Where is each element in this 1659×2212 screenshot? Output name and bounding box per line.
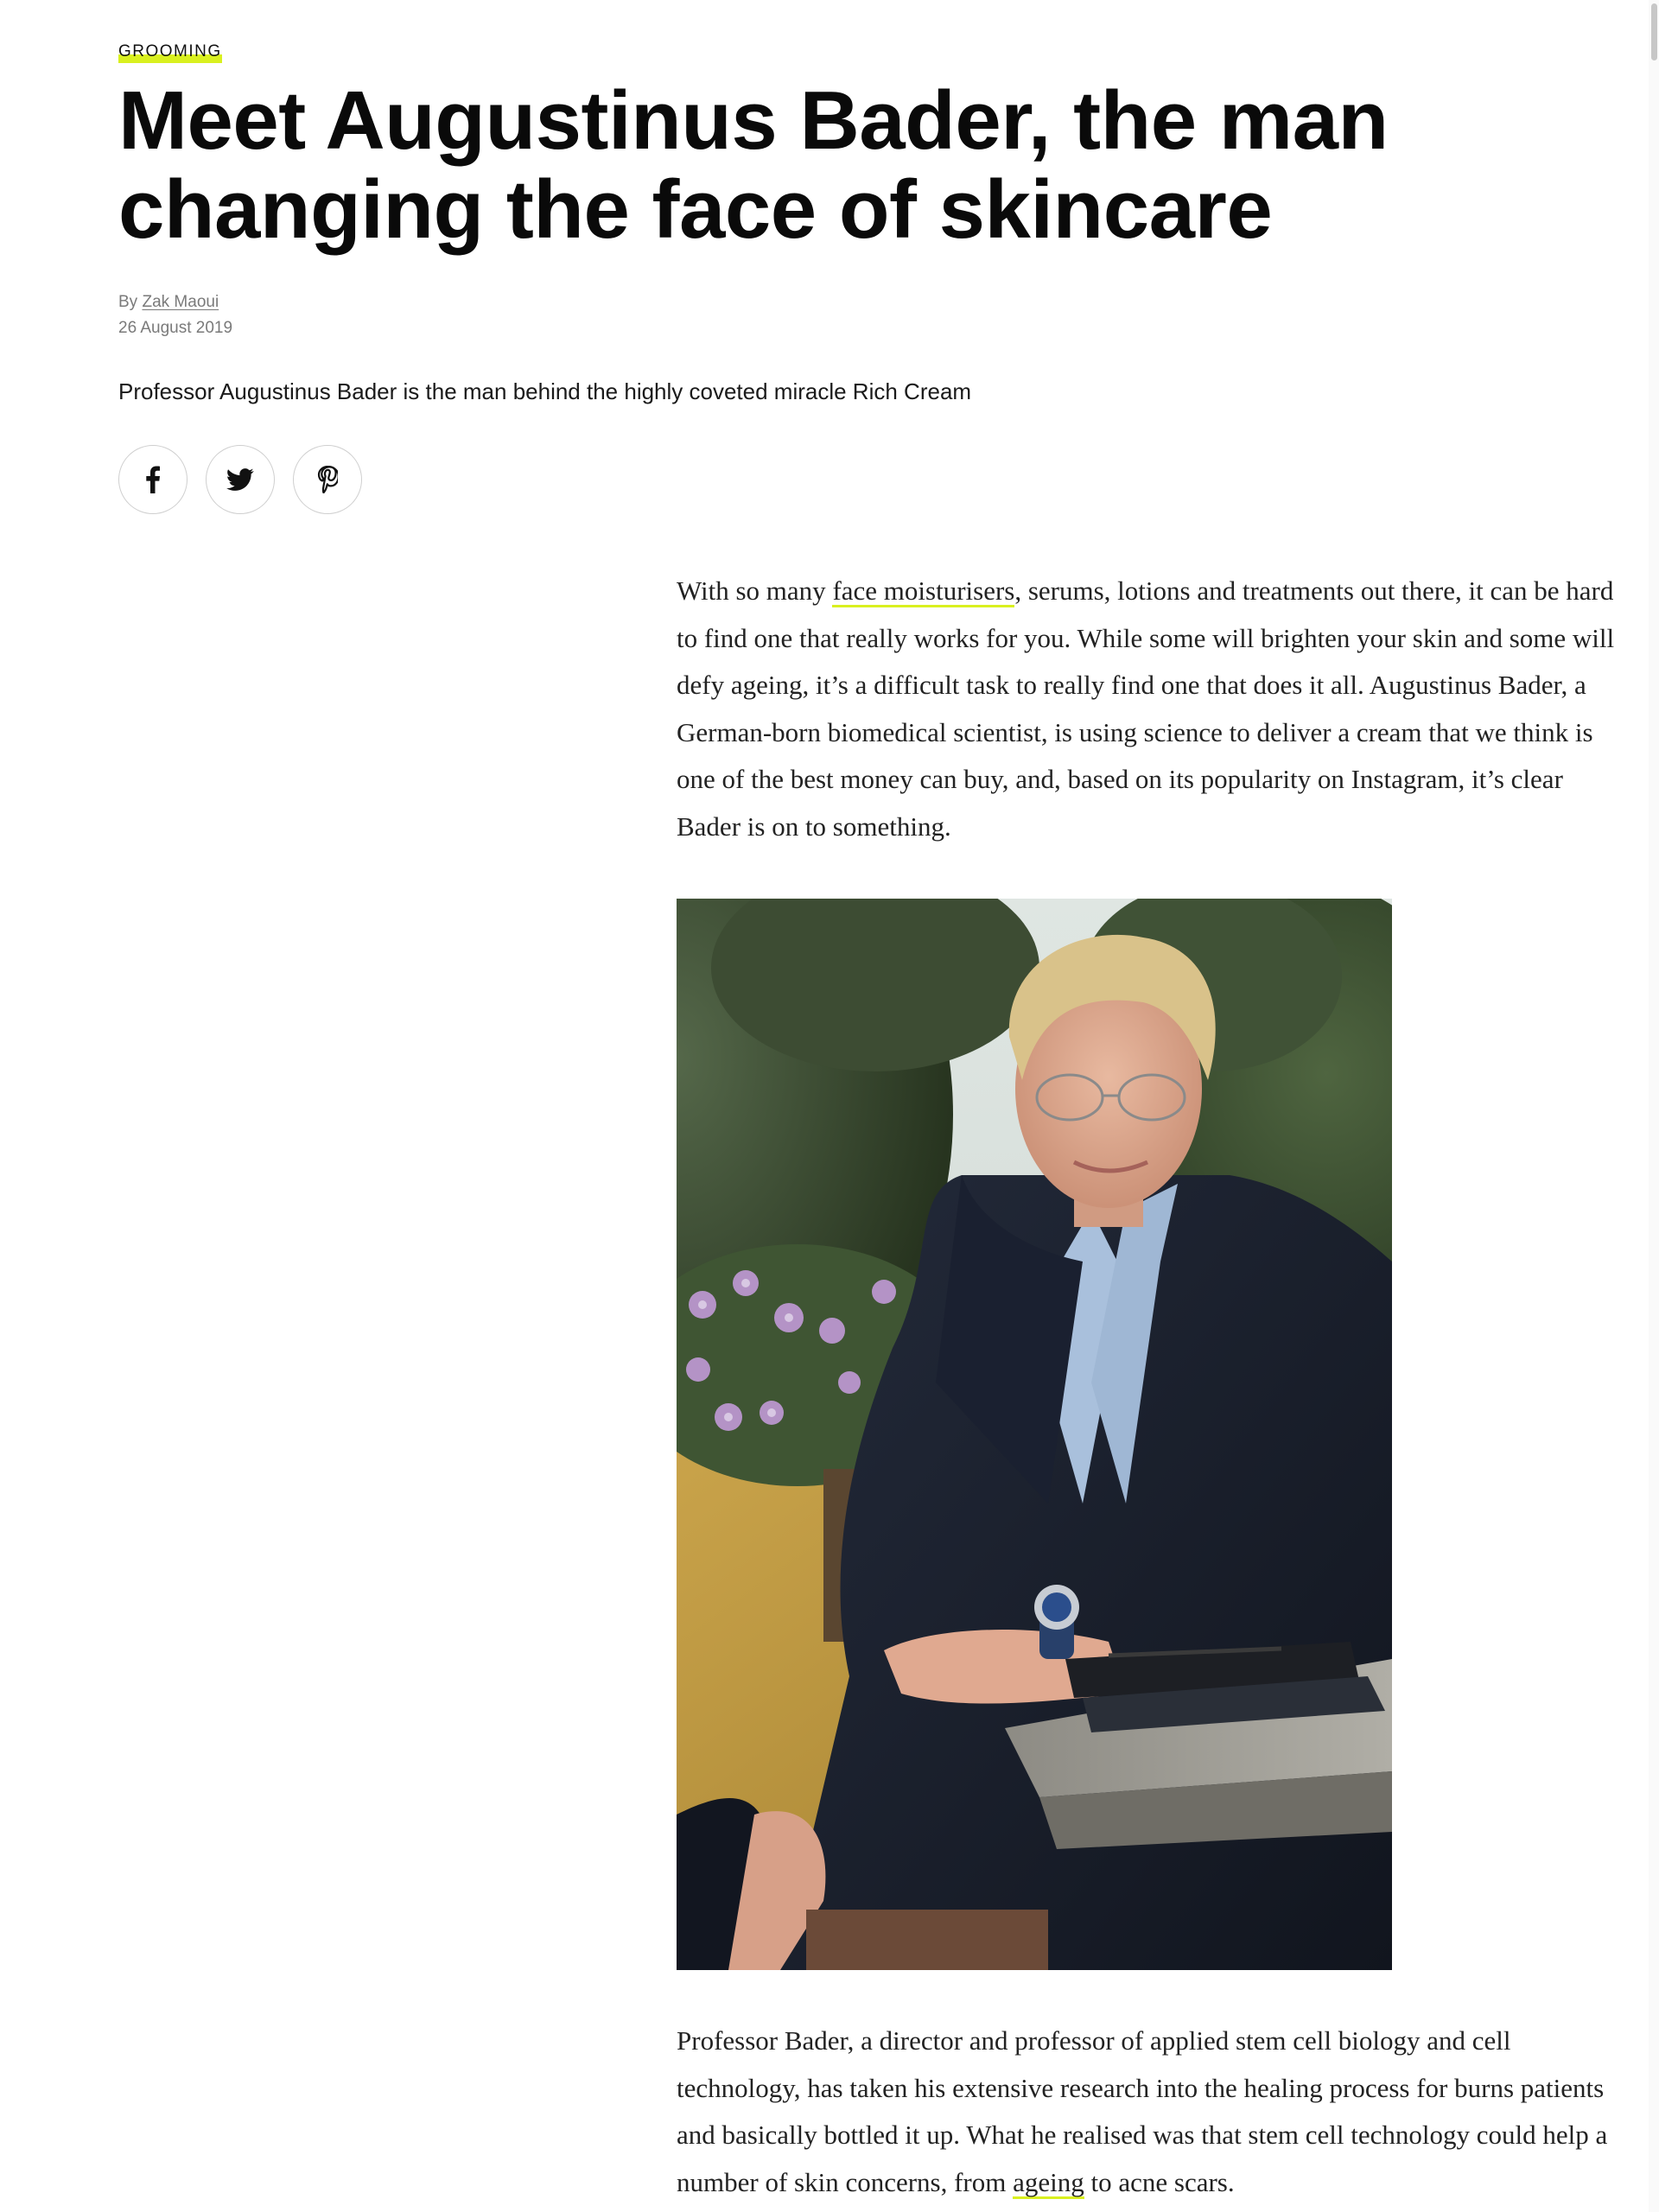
ageing-link[interactable]: ageing [1013, 2166, 1084, 2197]
category-link[interactable]: GROOMING [118, 41, 222, 63]
pinterest-icon [317, 466, 338, 493]
scrollbar[interactable] [1649, 0, 1659, 2212]
scrollbar-thumb[interactable] [1651, 3, 1657, 60]
publish-date: 26 August 2019 [118, 319, 233, 337]
byline [118, 292, 219, 313]
share-twitter-button[interactable] [206, 445, 275, 514]
paragraph-1-text-start: With so many [677, 575, 833, 606]
face-moisturisers-link[interactable]: face moisturisers [832, 575, 1015, 606]
facebook-icon [145, 466, 161, 493]
article-headline [118, 76, 1570, 254]
article-paragraph-2 [677, 2018, 1627, 2206]
headline-line-2: changing the face of skincare [118, 163, 1273, 256]
standfirst: Professor Augustinus Bader is the man behind the highly coveted miracle Rich Cream [118, 378, 972, 404]
share-buttons [118, 445, 362, 514]
author-link[interactable]: Zak Maoui [142, 293, 219, 311]
article-paragraph-1 [677, 568, 1627, 850]
paragraph-2-text-start: Professor Bader, a director and professor of applied stem cell biology and cell technology, has taken his extensive research into the healing process for burns patients and basically bottled it up. What he realised was that stem cell technology could help a number of skin concerns, from [677, 2025, 1608, 2197]
byline-prefix: By [118, 293, 138, 311]
headline-line-1: Meet Augustinus Bader, the man [118, 74, 1389, 167]
share-pinterest-button[interactable] [293, 445, 362, 514]
article-photo [677, 899, 1392, 1970]
paragraph-2-text-end: to acne scars. [1084, 2166, 1235, 2197]
paragraph-1-text-end: , serums, lotions and treatments out there, it can be hard to find one that really works for you. While some will brighten your skin and some will defy ageing, it’s a difficult task to really find one that does it all. Augustinus Bader, a German-born biomedical scientist, is using science to deliver a cream that we think is one of the best money can buy, and, based on its popularity on Instagram, it’s clear Bader is on to something. [677, 575, 1615, 842]
twitter-icon [226, 468, 254, 491]
share-facebook-button[interactable] [118, 445, 188, 514]
